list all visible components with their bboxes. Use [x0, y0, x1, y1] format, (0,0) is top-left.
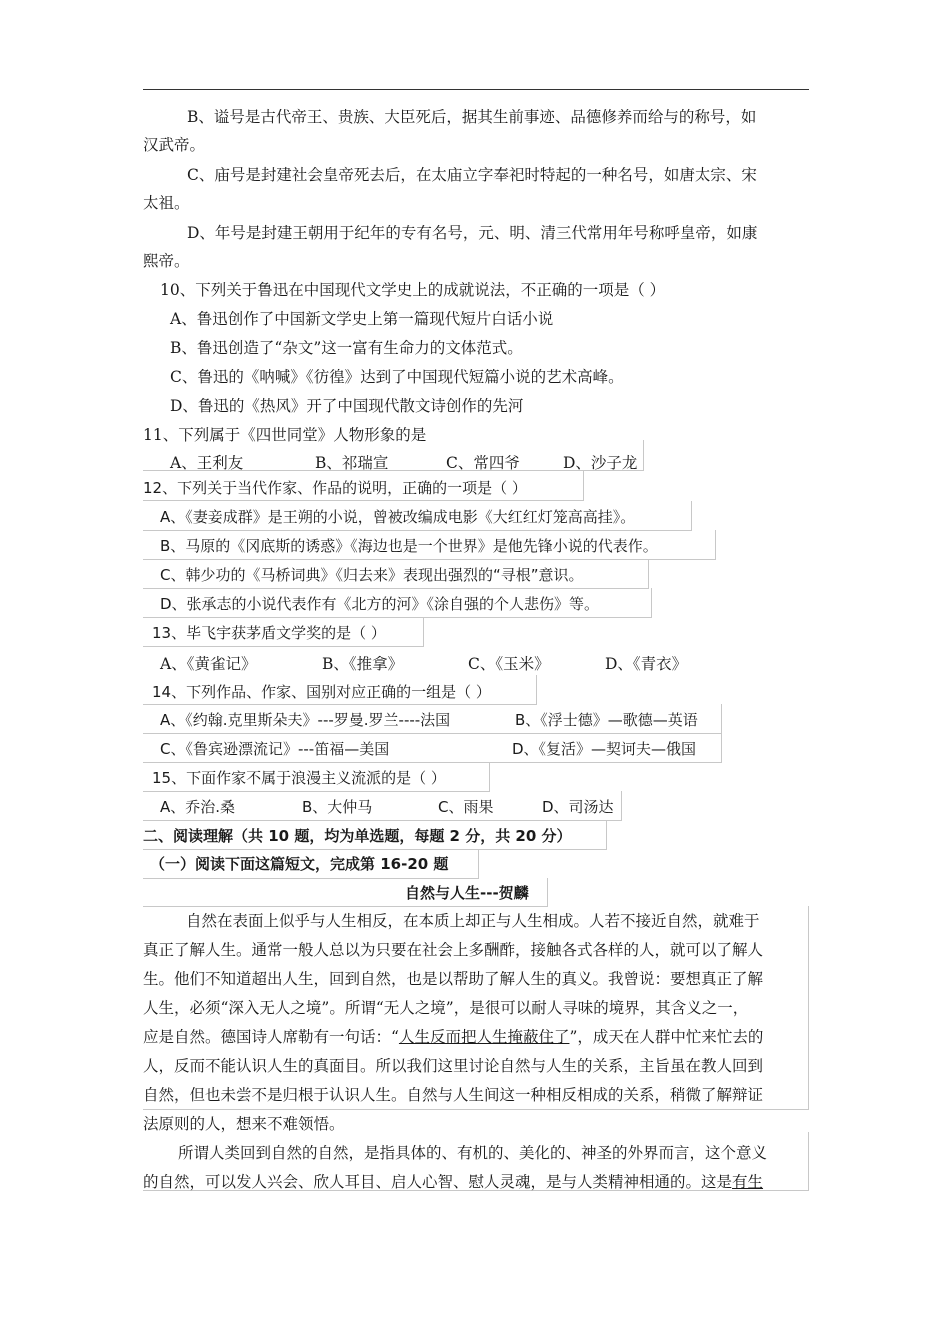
passage-line-3: 生。他们不知道超出人生，回到自然，也是以帮助了解人生的真义。我曾说：要想真正了解 — [143, 970, 764, 988]
q9-option-b-line2: 汉武帝。 — [143, 136, 206, 154]
q14-option-b: B、《浮士德》—歌德—英语 — [515, 711, 698, 729]
q15-stem: 15、下面作家不属于浪漫主义流派的是（ ） — [152, 769, 446, 787]
q10-option-d: D、鲁迅的《热风》开了中国现代散文诗创作的先河 — [170, 397, 524, 415]
passage-line-9: 所谓人类回到自然的自然，是指具体的、有机的、美化的、神圣的外界而言，这个意义 — [178, 1144, 768, 1162]
passage-line-6: 人，反而不能认识人生的真面目。所以我们这里讨论自然与人生的关系，主旨虽在教人回到 — [143, 1057, 764, 1075]
q11-option-c: C、常四爷 — [446, 454, 520, 472]
q14-option-d: D、《复活》—契诃夫—俄国 — [512, 740, 697, 758]
q9-option-c-line1: C、庙号是封建社会皇帝死去后，在太庙立字奉祀时特起的一种名号，如唐太宗、宋 — [187, 166, 757, 184]
q10-option-a: A、鲁迅创作了中国新文学史上第一篇现代短片白话小说 — [170, 310, 554, 328]
passage-underlined-quote: 人生反而把人生掩蔽住了 — [398, 1028, 570, 1046]
q9-option-b-line1: B、谥号是古代帝王、贵族、大臣死后，据其生前事迹、品德修养而给与的称号，如 — [187, 108, 757, 126]
passage-line-5 — [143, 1026, 763, 1048]
q14-option-c: C、《鲁宾逊漂流记》---笛福—美国 — [160, 740, 390, 758]
q15-option-b: B、大仲马 — [302, 798, 373, 816]
passage-line-10-pre: 的自然，可以发人兴会、欣人耳目、启人心智、慰人灵魂，是与人类精神相通的。这是 — [143, 1173, 733, 1191]
q13-option-a: A、《黄雀记》 — [160, 655, 257, 673]
q12-stem: 12、下列关于当代作家、作品的说明，正确的一项是（ ） — [143, 479, 527, 497]
passage-line-2: 真正了解人生。通常一般人总以为只要在社会上多酬酢，接触各式各样的人，就可以了解人 — [143, 941, 764, 959]
q12-option-c: C、韩少功的《马桥词典》《归去来》表现出强烈的“寻根”意识。 — [160, 566, 584, 584]
q15-option-a: A、乔治.桑 — [160, 798, 236, 816]
q13-stem: 13、毕飞宇获茅盾文学奖的是（ ） — [152, 624, 386, 642]
passage-line-8: 法原则的人，想来不难领悟。 — [143, 1115, 345, 1133]
q12-option-d: D、张承志的小说代表作有《北方的河》《涂自强的个人悲伤》等。 — [160, 595, 600, 613]
passage-line-4: 人生，必须“深入无人之境”。所谓“无人之境”，是很可以耐人寻味的境界，其含义之一， — [143, 999, 749, 1017]
header-rule — [143, 89, 809, 90]
q14-stem: 14、下列作品、作家、国别对应正确的一组是（ ） — [152, 683, 491, 701]
q13-option-c: C、《玉米》 — [468, 655, 550, 673]
q9-option-d-line1: D、年号是封建王朝用于纪年的专有名号，元、明、清三代常用年号称呼皇帝，如康 — [187, 224, 758, 242]
q14-option-a: A、《约翰.克里斯朵夫》---罗曼.罗兰----法国 — [160, 711, 451, 729]
passage-line-5-pre: 应是自然。德国诗人席勒有一句话：“ — [143, 1028, 399, 1046]
q10-option-b: B、鲁迅创造了“杂文”这一富有生命力的文体范式。 — [170, 339, 523, 357]
q15-option-c: C、雨果 — [438, 798, 494, 816]
passage-line-5-post: ”，成天在人群中忙来忙去的 — [569, 1028, 764, 1046]
q12-option-a: A、《妻妾成群》是王朔的小说，曾被改编成电影《大红红灯笼高高挂》。 — [160, 508, 636, 526]
q11-option-d: D、沙子龙 — [563, 454, 638, 472]
q13-option-b: B、《推拿》 — [322, 655, 404, 673]
q10-option-c: C、鲁迅的《呐喊》《彷徨》达到了中国现代短篇小说的艺术高峰。 — [170, 368, 624, 386]
q11-option-b: B、祁瑞宣 — [315, 454, 389, 472]
q12-option-b: B、马原的《冈底斯的诱惑》《海边也是一个世界》是他先锋小说的代表作。 — [160, 537, 658, 555]
q9-option-d-line2: 熙帝。 — [143, 252, 190, 270]
q11-stem: 11、下列属于《四世同堂》人物形象的是 — [143, 426, 427, 444]
section2-heading: 二、阅读理解（共 10 题，均为单选题，每题 2 分，共 20 分） — [143, 827, 572, 845]
q9-option-c-line2: 太祖。 — [143, 194, 190, 212]
q11-option-a: A、王利友 — [170, 454, 244, 472]
passage-underlined-end: 有生 — [732, 1173, 764, 1191]
q15-option-d: D、司汤达 — [542, 798, 614, 816]
passage-line-7: 自然，但也未尝不是归根于认识人生。自然与人生间这一种相反相成的关系，稍微了解辩证 — [143, 1086, 764, 1104]
passage-title: 自然与人生---贺麟 — [405, 884, 529, 902]
passage-line-1: 自然在表面上似乎与人生相反，在本质上却正与人生相成。人若不接近自然，就难于 — [186, 912, 760, 930]
passage-line-10 — [143, 1171, 763, 1193]
q13-option-d: D、《青衣》 — [605, 655, 688, 673]
section2-subheading: （一）阅读下面这篇短文，完成第 16-20 题 — [150, 855, 449, 873]
q10-stem: 10、下列关于鲁迅在中国现代文学史上的成就说法，不正确的一项是（ ） — [160, 281, 666, 299]
